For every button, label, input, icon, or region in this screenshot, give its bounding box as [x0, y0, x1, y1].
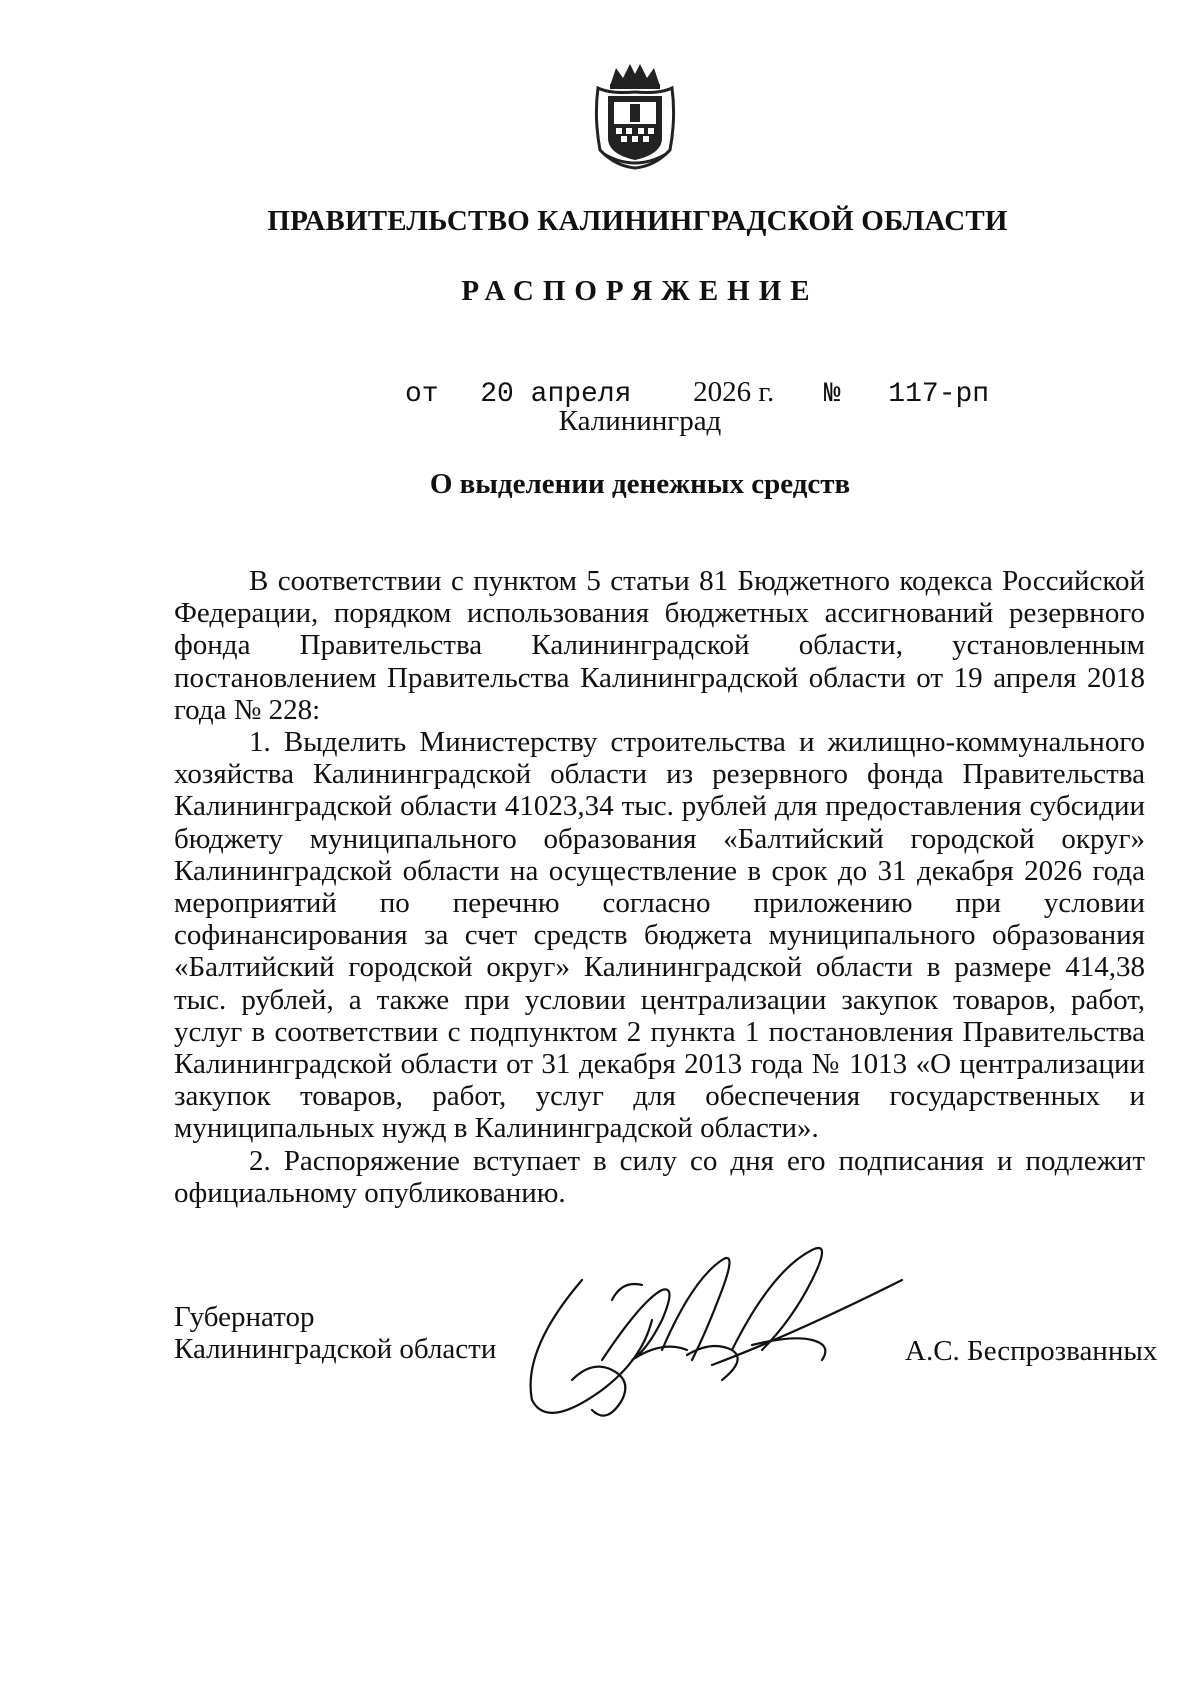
- document-subject: О выделении денежных средств: [429, 468, 851, 500]
- position-line-2: Калининградской области: [174, 1333, 497, 1365]
- signatory-name: А.С. Беспрозванных: [905, 1335, 1158, 1367]
- signatory-position: [174, 1301, 496, 1365]
- document-body: [174, 565, 1145, 1209]
- document-number: 117-рп: [888, 379, 990, 410]
- organization-title: ПРАВИТЕЛЬСТВО КАЛИНИНГРАДСКОЙ ОБЛАСТИ: [267, 205, 1008, 237]
- document-type: РАСПОРЯЖЕНИЕ: [461, 275, 819, 307]
- position-line-1: Губернатор: [174, 1301, 315, 1333]
- date-value: 20 апреля: [480, 379, 632, 410]
- date-prefix: от: [405, 379, 439, 410]
- coat-of-arms-icon: [590, 58, 680, 170]
- year: 2026 г.: [693, 376, 775, 408]
- number-sign: №: [823, 379, 841, 410]
- city: Калининград: [558, 405, 722, 437]
- paragraph-preamble: В соответствии с пунктом 5 статьи 81 Бюджетного кодекса Российской Федерации, порядком использования бюджетных ассигнований резервного фонда Правительства Калининградской области, установленным постановлением Правительства Калининградской области от 19 апреля 2018 года № 228:: [174, 565, 1145, 726]
- paragraph-item-1: 1. Выделить Министерству строительства и жилищно-коммунального хозяйства Калининградской области из резервного фонда Правительства Калининградской области 41023,34 тыс. рублей для предоставления субсидии бюджету муниципального образования «Балтийский городской округ» Калининградской области на осуществление в срок до 31 декабря 2026 года мероприятий по перечню согласно приложению при условии софинансирования за счет средств бюджета муниципального образования «Балтийский городской округ» Калининградской области в размере 414,38 тыс. рублей, а также при условии централизации закупок товаров, работ, услуг в соответствии с подпунктом 2 пункта 1 постановления Правительства Калининградской области от 31 декабря 2013 года № 1013 «О централизации закупок товаров, работ, услуг для обеспечения государственных и муниципальных нужд в Калининградской области».: [174, 726, 1145, 1145]
- handwritten-signature: [512, 1240, 912, 1430]
- paragraph-item-2: 2. Распоряжение вступает в силу со дня его подписания и подлежит официальному опубликованию.: [174, 1144, 1145, 1209]
